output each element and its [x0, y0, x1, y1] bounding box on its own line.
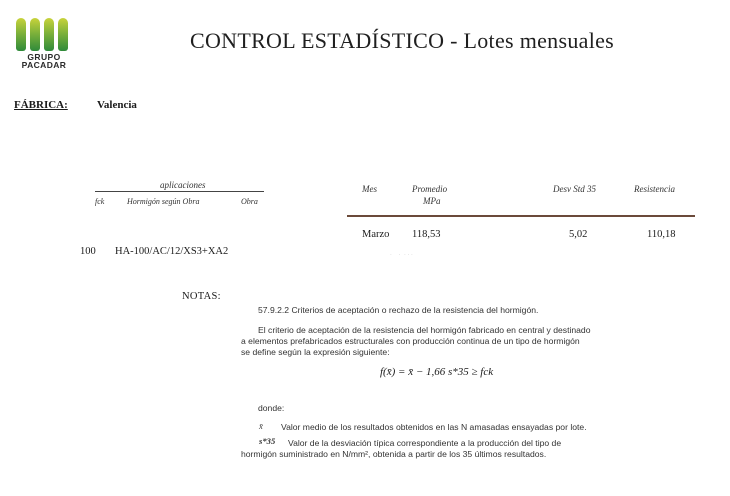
- notes-para-line2: a elementos prefabricados estructurales con producción continua de un tipo de hormigón: [241, 336, 580, 346]
- notes-para-line3: se define según la expresión siguiente:: [241, 347, 390, 357]
- cell-fck: 100: [80, 246, 96, 257]
- def-x-symbol: x̄: [259, 421, 263, 431]
- def-x-text: Valor medio de los resultados obtenidos en las N amasadas ensayadas por lote.: [281, 422, 587, 432]
- aplicaciones-rule: [95, 191, 264, 192]
- cell-mes: Marzo: [362, 229, 390, 240]
- acceptance-formula: f(x̄) = x̄ − 1,66 s*35 ≥ fck: [380, 366, 494, 378]
- logo-shoot-icon: [30, 18, 40, 51]
- right-table-rule: [347, 215, 695, 217]
- col-mes-header: Mes: [362, 184, 377, 194]
- grupo-pacadar-logo: [14, 18, 74, 70]
- col-resistencia-header: Resistencia: [634, 184, 675, 194]
- ghost-marks: . . . . .: [390, 249, 413, 257]
- logo-shoot-icon: [16, 18, 26, 51]
- logo-text-pacadar: PACADAR: [21, 60, 67, 70]
- cell-hormigon: HA-100/AC/12/XS3+XA2: [115, 246, 229, 257]
- def-s-symbol: s*35: [259, 436, 276, 446]
- notes-para-line1: El criterio de aceptación de la resistencia del hormigón fabricado en central y destinado: [258, 325, 591, 335]
- logo-shoot-icon: [58, 18, 68, 51]
- col-desv-header: Desv Std 35: [553, 184, 596, 194]
- col-obra-header: Obra: [241, 197, 258, 206]
- col-hormigon-header: Hormigón según Obra: [127, 197, 200, 206]
- col-fck-header: fck: [95, 197, 105, 206]
- factory-label: FÁBRICA:: [14, 99, 68, 111]
- factory-value: Valencia: [97, 99, 137, 111]
- notes-donde: donde:: [258, 403, 285, 413]
- notes-heading: 57.9.2.2 Criterios de aceptación o rechazo de la resistencia del hormigón.: [258, 305, 539, 315]
- logo-shoot-icon: [44, 18, 54, 51]
- page-title: CONTROL ESTADÍSTICO - Lotes mensuales: [190, 28, 615, 53]
- def-s-text-line2: hormigón suministrado en N/mm², obtenida a partir de los 35 últimos resultados.: [241, 449, 547, 459]
- notes-label: NOTAS:: [182, 291, 221, 302]
- cell-promedio: 118,53: [412, 229, 441, 240]
- cell-resistencia: 110,18: [647, 229, 676, 240]
- cell-desv: 5,02: [569, 229, 588, 240]
- def-s-text-line1: Valor de la desviación típica correspondiente a la producción del tipo de: [288, 438, 562, 448]
- logo-text-grupo: GRUPO: [27, 52, 61, 62]
- col-promedio-header: Promedio: [412, 184, 448, 194]
- col-promedio-unit: MPa: [423, 196, 441, 206]
- aplicaciones-header: aplicaciones: [160, 180, 206, 190]
